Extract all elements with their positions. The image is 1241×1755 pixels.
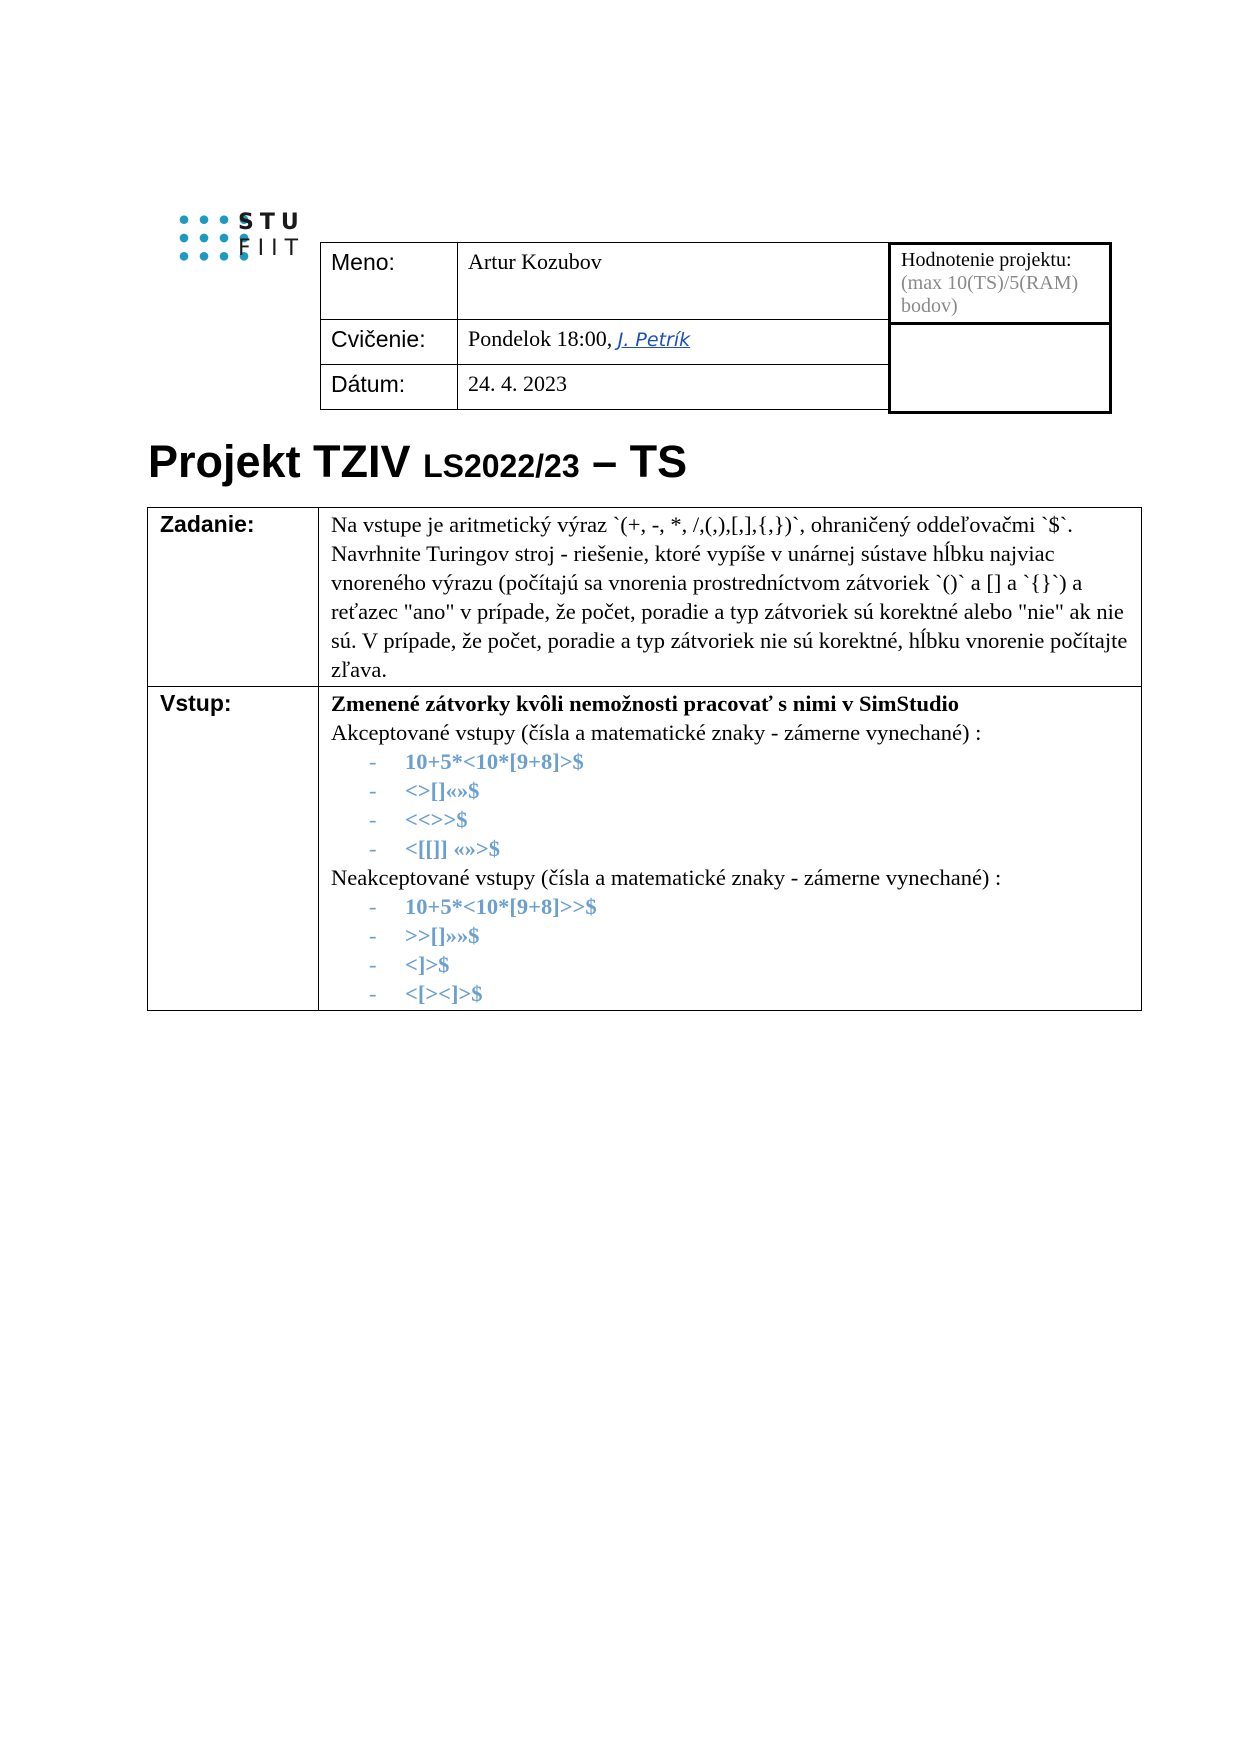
- grade-title: Hodnotenie projektu:: [901, 249, 1072, 271]
- assignment-text: Na vstupe je aritmetický výraz `(+, -, *, /,(,),[,],{,})`, ohraničený oddeľovačmi `$`. Navrhnite Turingov stroj - riešenie, ktoré vypíše v unárnej sústave hĺbku najviac vnoreného výrazu (počítajú sa vnorenia prostredníctvom zátvoriek `()` a [] a `{}`) a reťazec "ano" v prípade, že počet, poradie a typ zátvoriek sú korektné alebo "nie" ak nie sú. V prípade, že počet, poradie a typ zátvoriek nie sú korektné, hĺbku vnorenie počítajte zľava.: [319, 508, 1142, 687]
- teacher-link[interactable]: J. Petrík: [617, 329, 691, 351]
- rejected-list: [331, 892, 1131, 1008]
- accepted-heading: Akceptované vstupy (čísla a matematické znaky - zámerne vynechané) :: [331, 720, 982, 745]
- date-value: 24. 4. 2023: [458, 365, 890, 410]
- exercise-time: Pondelok 18:00,: [468, 326, 618, 351]
- grade-box: [888, 242, 1112, 414]
- input-content: [319, 687, 1142, 1011]
- list-item: - <[><]>$: [369, 981, 483, 1006]
- title-suffix: – TS: [579, 436, 688, 487]
- list-item: - <<>>$: [369, 807, 468, 832]
- name-label: Meno:: [321, 243, 458, 320]
- student-info-table: [320, 242, 890, 410]
- title-term: LS2022/23: [423, 448, 580, 484]
- rejected-heading: Neakceptované vstupy (čísla a matematické znaky - zámerne vynechané) :: [331, 865, 1002, 890]
- title-main: Projekt TZIV: [148, 436, 424, 487]
- grade-max: (max 10(TS)/5(RAM) bodov): [901, 272, 1079, 317]
- input-note: Zmenené zátvorky kvôli nemožnosti pracovať s nimi v SimStudio: [331, 691, 959, 716]
- exercise-label: Cvičenie:: [321, 320, 458, 365]
- exercise-value: [458, 320, 890, 365]
- list-item: - 10+5*<10*[9+8]>$: [369, 749, 584, 774]
- page-title: [148, 436, 687, 488]
- list-item: - <]>$: [369, 952, 450, 977]
- input-label: Vstup:: [148, 687, 319, 1011]
- logo-text-stu: STU: [238, 210, 305, 235]
- assignment-label: Zadanie:: [148, 508, 319, 687]
- list-item: - >>[]»»$: [369, 923, 480, 948]
- list-item: - 10+5*<10*[9+8]>>$: [369, 894, 597, 919]
- logo-text-fiit: FIIT: [238, 236, 306, 261]
- accepted-list: [331, 747, 1131, 863]
- grade-header: [891, 245, 1109, 325]
- list-item: - <[[]] «»>$: [369, 836, 500, 861]
- assignment-table: [147, 507, 1142, 1011]
- list-item: - <>[]«»$: [369, 778, 480, 803]
- date-label: Dátum:: [321, 365, 458, 410]
- student-name: Artur Kozubov: [458, 243, 890, 320]
